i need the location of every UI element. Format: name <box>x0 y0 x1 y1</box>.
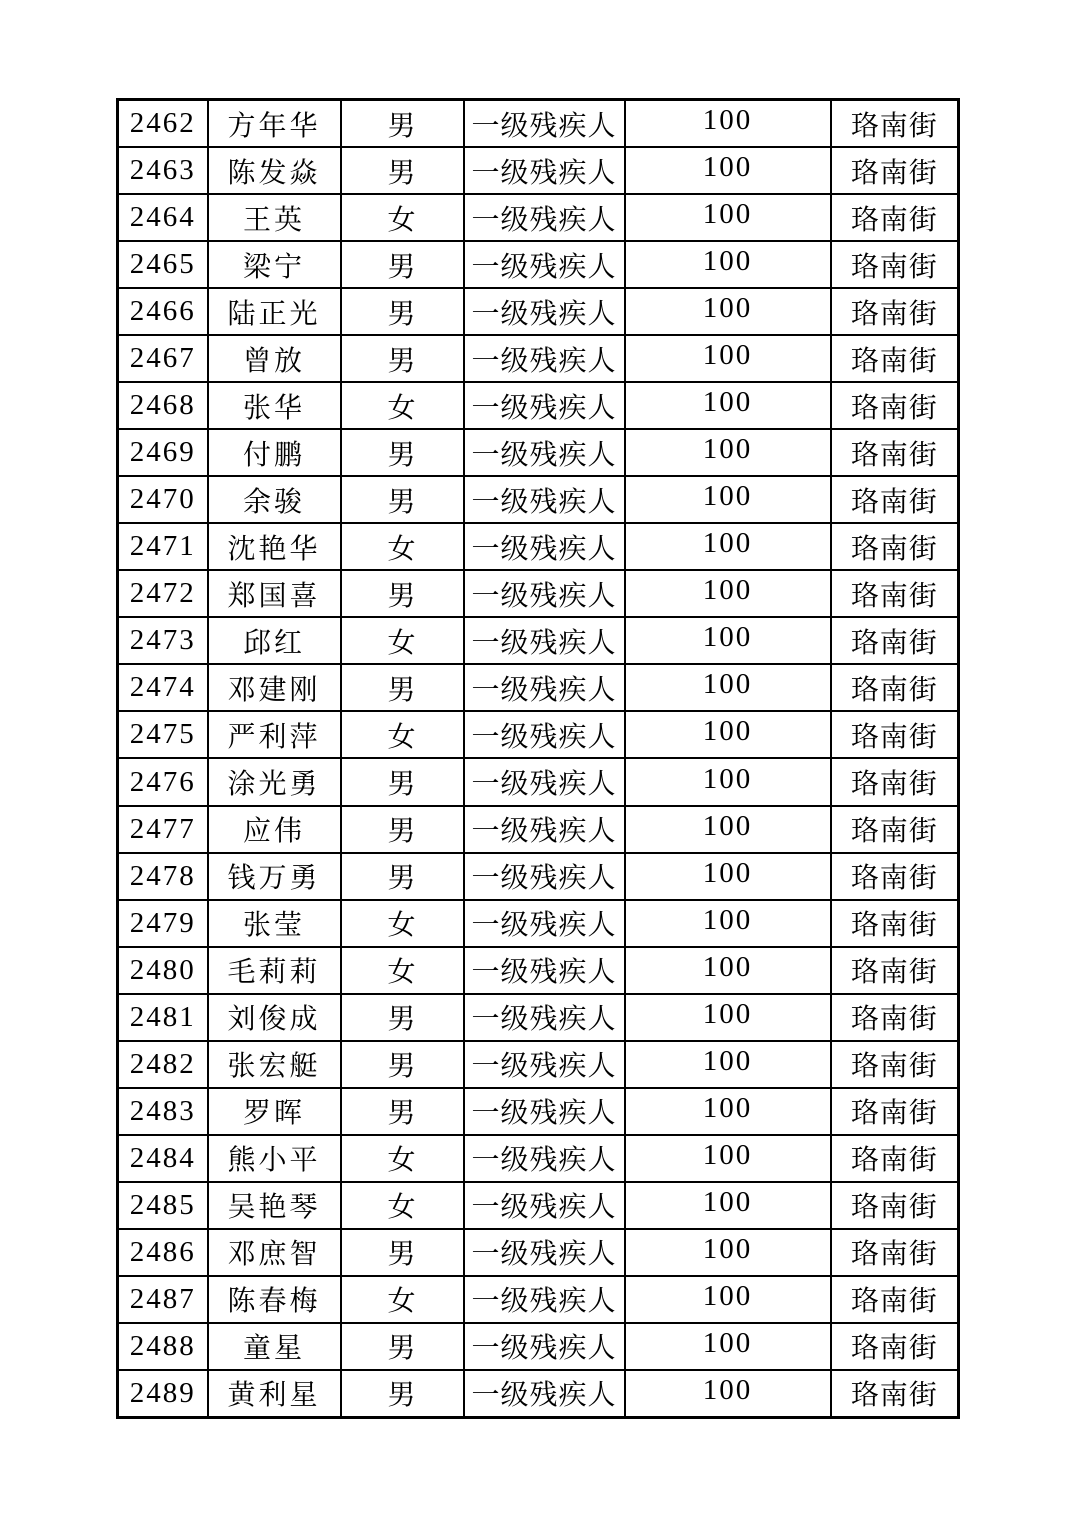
cell-id: 2482 <box>118 1041 208 1088</box>
cell-id: 2486 <box>118 1229 208 1276</box>
cell-name: 张宏艇 <box>208 1041 341 1088</box>
cell-amount: 100 <box>625 429 831 476</box>
cell-amount: 100 <box>625 900 831 947</box>
cell-id: 2466 <box>118 288 208 335</box>
cell-street: 珞南街 <box>831 1182 959 1229</box>
cell-category: 一级残疾人 <box>464 1276 625 1323</box>
cell-category: 一级残疾人 <box>464 994 625 1041</box>
cell-gender: 男 <box>341 1041 464 1088</box>
table-row <box>118 1229 959 1276</box>
cell-street: 珞南街 <box>831 617 959 664</box>
cell-street: 珞南街 <box>831 1276 959 1323</box>
table-row <box>118 900 959 947</box>
cell-category: 一级残疾人 <box>464 1229 625 1276</box>
cell-id: 2478 <box>118 853 208 900</box>
cell-street: 珞南街 <box>831 241 959 288</box>
table-row <box>118 570 959 617</box>
table-row <box>118 994 959 1041</box>
cell-street: 珞南街 <box>831 100 959 148</box>
cell-gender: 男 <box>341 570 464 617</box>
cell-id: 2488 <box>118 1323 208 1370</box>
table-row <box>118 758 959 805</box>
cell-category: 一级残疾人 <box>464 1088 625 1135</box>
cell-street: 珞南街 <box>831 711 959 758</box>
cell-amount: 100 <box>625 853 831 900</box>
cell-name: 梁宁 <box>208 241 341 288</box>
cell-name: 应伟 <box>208 806 341 853</box>
cell-category: 一级残疾人 <box>464 288 625 335</box>
cell-amount: 100 <box>625 617 831 664</box>
cell-street: 珞南街 <box>831 900 959 947</box>
cell-category: 一级残疾人 <box>464 523 625 570</box>
cell-name: 张华 <box>208 382 341 429</box>
cell-street: 珞南街 <box>831 664 959 711</box>
cell-name: 刘俊成 <box>208 994 341 1041</box>
cell-gender: 男 <box>341 1370 464 1418</box>
cell-id: 2481 <box>118 994 208 1041</box>
cell-gender: 女 <box>341 523 464 570</box>
cell-gender: 女 <box>341 1182 464 1229</box>
cell-gender: 女 <box>341 617 464 664</box>
cell-id: 2480 <box>118 947 208 994</box>
table-row <box>118 382 959 429</box>
cell-id: 2489 <box>118 1370 208 1418</box>
cell-street: 珞南街 <box>831 1229 959 1276</box>
cell-id: 2483 <box>118 1088 208 1135</box>
table-row <box>118 476 959 523</box>
cell-id: 2485 <box>118 1182 208 1229</box>
table-row <box>118 523 959 570</box>
cell-id: 2487 <box>118 1276 208 1323</box>
cell-name: 严利萍 <box>208 711 341 758</box>
cell-amount: 100 <box>625 100 831 148</box>
cell-name: 毛莉莉 <box>208 947 341 994</box>
cell-gender: 男 <box>341 429 464 476</box>
cell-category: 一级残疾人 <box>464 476 625 523</box>
table-row <box>118 806 959 853</box>
cell-category: 一级残疾人 <box>464 806 625 853</box>
cell-amount: 100 <box>625 1182 831 1229</box>
table-body <box>118 100 959 1418</box>
cell-amount: 100 <box>625 288 831 335</box>
cell-gender: 男 <box>341 147 464 194</box>
cell-category: 一级残疾人 <box>464 1135 625 1182</box>
table-row <box>118 335 959 382</box>
cell-category: 一级残疾人 <box>464 335 625 382</box>
cell-id: 2464 <box>118 194 208 241</box>
cell-name: 罗晖 <box>208 1088 341 1135</box>
cell-gender: 男 <box>341 335 464 382</box>
cell-gender: 男 <box>341 1323 464 1370</box>
table-row <box>118 1323 959 1370</box>
cell-name: 余骏 <box>208 476 341 523</box>
cell-id: 2479 <box>118 900 208 947</box>
cell-category: 一级残疾人 <box>464 900 625 947</box>
cell-street: 珞南街 <box>831 1088 959 1135</box>
cell-street: 珞南街 <box>831 806 959 853</box>
cell-id: 2462 <box>118 100 208 148</box>
cell-street: 珞南街 <box>831 1370 959 1418</box>
cell-gender: 男 <box>341 758 464 805</box>
cell-amount: 100 <box>625 758 831 805</box>
cell-id: 2465 <box>118 241 208 288</box>
cell-amount: 100 <box>625 476 831 523</box>
cell-category: 一级残疾人 <box>464 853 625 900</box>
cell-amount: 100 <box>625 382 831 429</box>
table-row <box>118 711 959 758</box>
table-row <box>118 288 959 335</box>
table-row <box>118 1182 959 1229</box>
cell-id: 2477 <box>118 806 208 853</box>
cell-category: 一级残疾人 <box>464 241 625 288</box>
table-row <box>118 617 959 664</box>
cell-street: 珞南街 <box>831 947 959 994</box>
cell-amount: 100 <box>625 1088 831 1135</box>
cell-id: 2463 <box>118 147 208 194</box>
cell-street: 珞南街 <box>831 1323 959 1370</box>
cell-amount: 100 <box>625 241 831 288</box>
cell-category: 一级残疾人 <box>464 382 625 429</box>
cell-gender: 男 <box>341 853 464 900</box>
cell-street: 珞南街 <box>831 288 959 335</box>
cell-gender: 男 <box>341 1088 464 1135</box>
cell-category: 一级残疾人 <box>464 1370 625 1418</box>
cell-amount: 100 <box>625 523 831 570</box>
cell-street: 珞南街 <box>831 758 959 805</box>
cell-gender: 女 <box>341 194 464 241</box>
cell-amount: 100 <box>625 335 831 382</box>
cell-category: 一级残疾人 <box>464 429 625 476</box>
cell-amount: 100 <box>625 664 831 711</box>
cell-name: 邱红 <box>208 617 341 664</box>
table-row <box>118 100 959 148</box>
cell-amount: 100 <box>625 194 831 241</box>
cell-category: 一级残疾人 <box>464 1041 625 1088</box>
cell-gender: 男 <box>341 288 464 335</box>
cell-name: 陆正光 <box>208 288 341 335</box>
cell-name: 涂光勇 <box>208 758 341 805</box>
cell-category: 一级残疾人 <box>464 570 625 617</box>
cell-id: 2468 <box>118 382 208 429</box>
cell-amount: 100 <box>625 806 831 853</box>
cell-amount: 100 <box>625 1041 831 1088</box>
cell-gender: 男 <box>341 476 464 523</box>
cell-street: 珞南街 <box>831 382 959 429</box>
cell-gender: 女 <box>341 1135 464 1182</box>
cell-gender: 女 <box>341 900 464 947</box>
table-row <box>118 1370 959 1418</box>
cell-gender: 女 <box>341 382 464 429</box>
cell-amount: 100 <box>625 711 831 758</box>
cell-id: 2475 <box>118 711 208 758</box>
cell-street: 珞南街 <box>831 194 959 241</box>
cell-gender: 男 <box>341 1229 464 1276</box>
cell-id: 2472 <box>118 570 208 617</box>
cell-id: 2467 <box>118 335 208 382</box>
cell-amount: 100 <box>625 947 831 994</box>
cell-gender: 男 <box>341 100 464 148</box>
cell-gender: 男 <box>341 241 464 288</box>
cell-name: 邓建刚 <box>208 664 341 711</box>
table-row <box>118 241 959 288</box>
cell-category: 一级残疾人 <box>464 100 625 148</box>
cell-category: 一级残疾人 <box>464 194 625 241</box>
cell-name: 曾放 <box>208 335 341 382</box>
cell-amount: 100 <box>625 1229 831 1276</box>
cell-amount: 100 <box>625 1276 831 1323</box>
cell-name: 黄利星 <box>208 1370 341 1418</box>
cell-street: 珞南街 <box>831 335 959 382</box>
cell-gender: 女 <box>341 711 464 758</box>
disability-subsidy-table <box>116 98 960 1419</box>
cell-street: 珞南街 <box>831 147 959 194</box>
cell-name: 陈发焱 <box>208 147 341 194</box>
cell-street: 珞南街 <box>831 570 959 617</box>
cell-name: 陈春梅 <box>208 1276 341 1323</box>
cell-gender: 男 <box>341 664 464 711</box>
cell-name: 张莹 <box>208 900 341 947</box>
cell-amount: 100 <box>625 994 831 1041</box>
cell-gender: 女 <box>341 1276 464 1323</box>
table-row <box>118 429 959 476</box>
cell-category: 一级残疾人 <box>464 1182 625 1229</box>
cell-street: 珞南街 <box>831 1041 959 1088</box>
cell-name: 熊小平 <box>208 1135 341 1182</box>
table-row <box>118 1041 959 1088</box>
cell-id: 2473 <box>118 617 208 664</box>
cell-street: 珞南街 <box>831 429 959 476</box>
cell-id: 2474 <box>118 664 208 711</box>
cell-category: 一级残疾人 <box>464 147 625 194</box>
table-row <box>118 147 959 194</box>
cell-amount: 100 <box>625 1135 831 1182</box>
cell-id: 2476 <box>118 758 208 805</box>
cell-name: 沈艳华 <box>208 523 341 570</box>
cell-name: 郑国喜 <box>208 570 341 617</box>
cell-street: 珞南街 <box>831 1135 959 1182</box>
cell-street: 珞南街 <box>831 476 959 523</box>
cell-amount: 100 <box>625 1323 831 1370</box>
cell-category: 一级残疾人 <box>464 1323 625 1370</box>
table-row <box>118 1276 959 1323</box>
cell-id: 2484 <box>118 1135 208 1182</box>
cell-street: 珞南街 <box>831 853 959 900</box>
cell-amount: 100 <box>625 147 831 194</box>
cell-gender: 女 <box>341 947 464 994</box>
table-row <box>118 1135 959 1182</box>
cell-name: 方年华 <box>208 100 341 148</box>
cell-name: 吴艳琴 <box>208 1182 341 1229</box>
cell-name: 王英 <box>208 194 341 241</box>
cell-gender: 男 <box>341 806 464 853</box>
cell-category: 一级残疾人 <box>464 711 625 758</box>
cell-gender: 男 <box>341 994 464 1041</box>
cell-street: 珞南街 <box>831 523 959 570</box>
cell-category: 一级残疾人 <box>464 947 625 994</box>
cell-category: 一级残疾人 <box>464 758 625 805</box>
table-row <box>118 1088 959 1135</box>
cell-id: 2470 <box>118 476 208 523</box>
cell-amount: 100 <box>625 1370 831 1418</box>
cell-amount: 100 <box>625 570 831 617</box>
cell-name: 付鹏 <box>208 429 341 476</box>
cell-category: 一级残疾人 <box>464 617 625 664</box>
table-row <box>118 194 959 241</box>
table-row <box>118 853 959 900</box>
cell-name: 邓庶智 <box>208 1229 341 1276</box>
cell-street: 珞南街 <box>831 994 959 1041</box>
table-row <box>118 664 959 711</box>
cell-name: 童星 <box>208 1323 341 1370</box>
table-row <box>118 947 959 994</box>
cell-name: 钱万勇 <box>208 853 341 900</box>
cell-category: 一级残疾人 <box>464 664 625 711</box>
cell-id: 2471 <box>118 523 208 570</box>
cell-id: 2469 <box>118 429 208 476</box>
